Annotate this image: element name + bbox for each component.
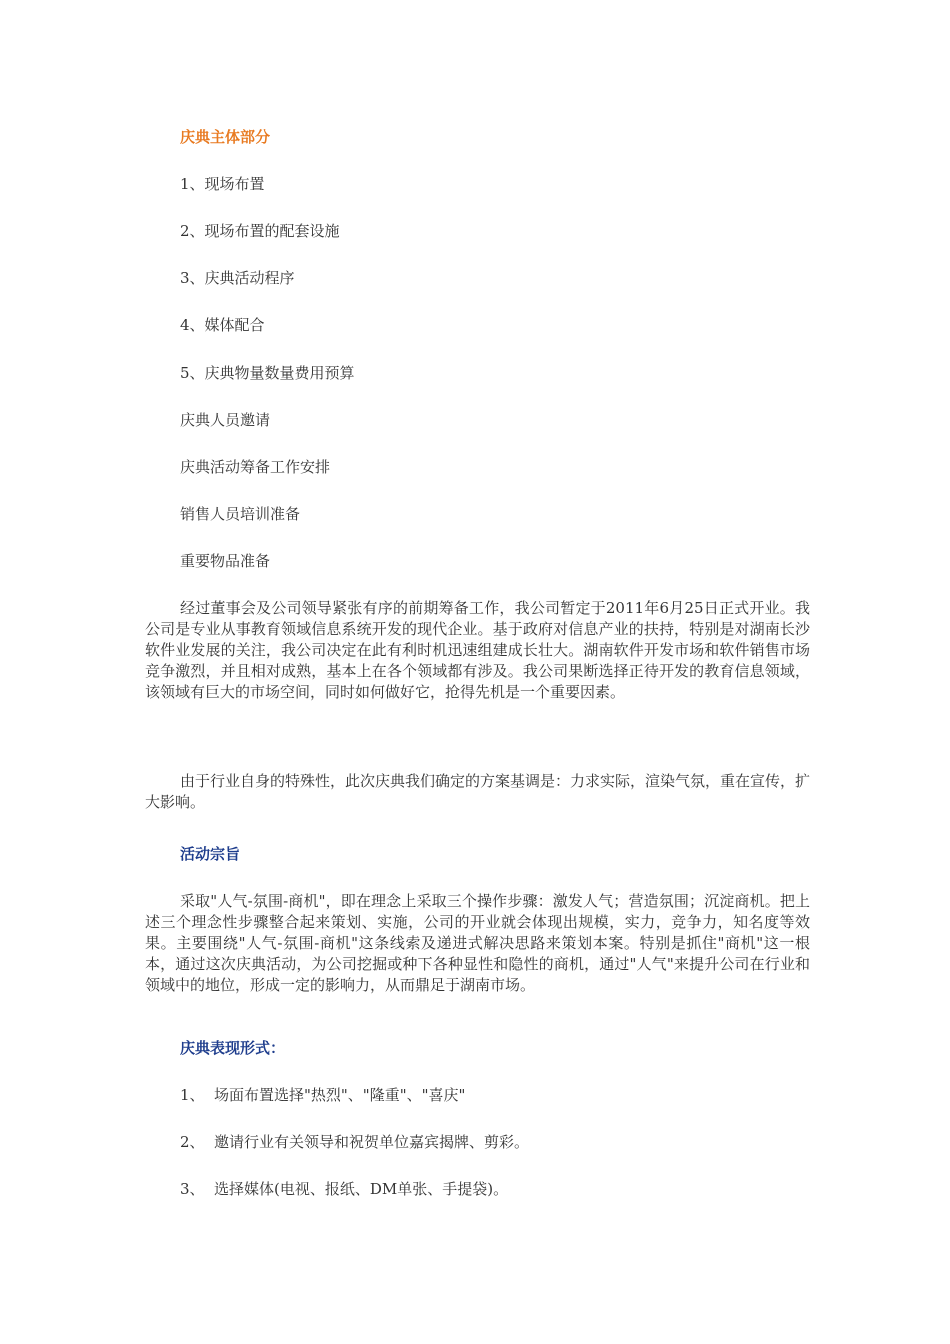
section-heading-ceremony-main: 庆典主体部分: [180, 128, 271, 146]
paragraph-purpose: 采取"人气-氛围-商机"，即在理念上采取三个操作步骤：激发人气；营造氛围；沉淀商机。把上述三个理念性步骤整合起来策划、实施，公司的开业就会体现出规模，实力，竞争力，知名度等效果。主要围绕"人气-氛围-商机"这条线索及递进式解决思路来策划本案。特别是抓住"商机"这一根本，通过这次庆典活动，为公司挖掘或种下各种显性和隐性的商机，通过"人气"来提升公司在行业和领域中的地位，形成一定的影响力，从而鼎足于湖南市场。: [145, 892, 810, 994]
list-item: [180, 1179, 508, 1199]
section-heading-forms: 庆典表现形式：: [180, 1039, 286, 1057]
list-item: [180, 1132, 529, 1152]
list-item: 1、现场布置: [180, 175, 265, 193]
list-item: 4、媒体配合: [180, 316, 265, 334]
list-item: 2、现场布置的配套设施: [180, 222, 340, 240]
list-item: 庆典活动筹备工作安排: [180, 458, 331, 476]
section-heading-purpose: 活动宗旨: [180, 845, 241, 863]
list-item: 3、庆典活动程序: [180, 269, 295, 287]
list-item: 重要物品准备: [180, 552, 271, 570]
list-item-text: 场面布置选择"热烈"、"隆重"、"喜庆": [214, 1086, 466, 1104]
list-item: 庆典人员邀请: [180, 411, 271, 429]
list-item: [180, 1085, 465, 1105]
list-item-number: 3、: [180, 1180, 205, 1198]
list-item: 销售人员培训准备: [180, 505, 301, 523]
list-item-number: 2、: [180, 1133, 205, 1151]
list-item: 5、庆典物量数量费用预算: [180, 364, 355, 382]
paragraph-opening-background: 经过董事会及公司领导紧张有序的前期筹备工作，我公司暂定于2011年6月25日正式开业。我公司是专业从事教育领域信息系统开发的现代企业。基于政府对信息产业的扶持，特别是对湖南长沙软件业发展的关注，我公司决定在此有利时机迅速组建成长壮大。湖南软件开发市场和软件销售市场竞争激烈，并且相对成熟，基本上在各个领域都有涉及。我公司果断选择正待开发的教育信息领域，该领域有巨大的市场空间，同时如何做好它，抢得先机是一个重要因素。: [145, 599, 810, 701]
list-item-text: 选择媒体(电视、报纸、DM单张、手提袋)。: [214, 1180, 509, 1198]
paragraph-plan-tone: 由于行业自身的特殊性，此次庆典我们确定的方案基调是：力求实际，渲染气氛，重在宣传，扩大影响。: [145, 772, 811, 811]
list-item-text: 邀请行业有关领导和祝贺单位嘉宾揭牌、剪彩。: [214, 1133, 530, 1151]
list-item-number: 1、: [180, 1086, 205, 1104]
